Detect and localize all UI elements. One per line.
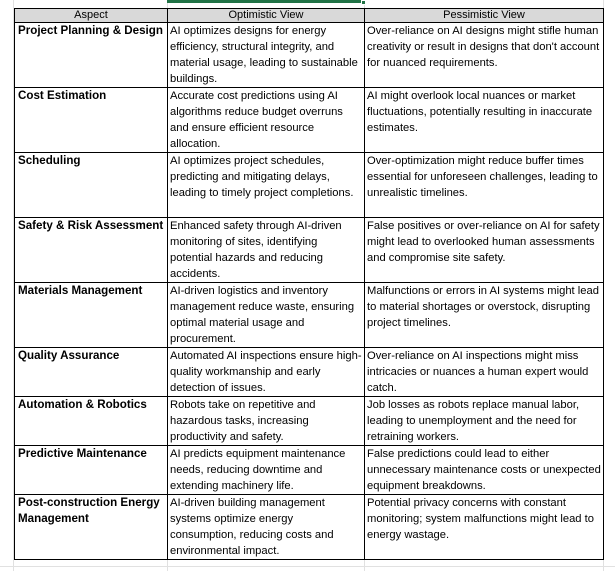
table-row	[15, 218, 604, 283]
aspect-cell[interactable]: Safety & Risk Assessment	[15, 218, 168, 283]
header-row	[15, 9, 604, 23]
pessimistic-cell[interactable]: Over-reliance on AI inspections might miss intricacies or nuances a human expert would catch.	[365, 348, 604, 397]
optimistic-cell[interactable]: AI predicts equipment maintenance needs, reducing downtime and extending machinery life.	[168, 446, 365, 495]
optimistic-cell[interactable]: AI-driven logistics and inventory management reduce waste, ensuring optimal material usage and procurement.	[168, 283, 365, 348]
header-aspect[interactable]: Aspect	[15, 9, 168, 23]
table-row	[15, 446, 604, 495]
optimistic-cell[interactable]: Robots take on repetitive and hazardous tasks, increasing productivity and safety.	[168, 397, 365, 446]
optimistic-cell[interactable]: Automated AI inspections ensure high-quality workmanship and early detection of issues.	[168, 348, 365, 397]
aspect-cell[interactable]: Post-construction Energy Management	[15, 495, 168, 560]
optimistic-cell[interactable]: Enhanced safety through AI-driven monitoring of sites, identifying potential hazards and reducing accidents.	[168, 218, 365, 283]
pessimistic-cell[interactable]: Over-reliance on AI designs might stifle human creativity or result in designs that don't account for nuanced requirements.	[365, 23, 604, 88]
optimistic-cell[interactable]: AI optimizes project schedules, predicting and mitigating delays, leading to timely project completions.	[168, 153, 365, 218]
gridline	[0, 566, 615, 567]
aspect-cell[interactable]: Project Planning & Design	[15, 23, 168, 88]
pessimistic-cell[interactable]: Malfunctions or errors in AI systems might lead to material shortages or overstock, disrupting project timelines.	[365, 283, 604, 348]
pessimistic-cell[interactable]: AI might overlook local nuances or market fluctuations, potentially resulting in inaccurate estimates.	[365, 88, 604, 153]
pessimistic-cell[interactable]: Potential privacy concerns with constant monitoring; system malfunctions might lead to energy wastage.	[365, 495, 604, 560]
table-row	[15, 495, 604, 560]
aspect-cell[interactable]: Quality Assurance	[15, 348, 168, 397]
table-row	[15, 348, 604, 397]
aspect-cell[interactable]: Cost Estimation	[15, 88, 168, 153]
fill-handle[interactable]	[361, 0, 366, 5]
pessimistic-cell[interactable]: Over-optimization might reduce buffer times essential for unforeseen challenges, leading to unrealistic timelines.	[365, 153, 604, 218]
table-row	[15, 397, 604, 446]
table-row	[15, 283, 604, 348]
aspect-cell[interactable]: Predictive Maintenance	[15, 446, 168, 495]
table-row	[15, 88, 604, 153]
header-pessimistic-view[interactable]: Pessimistic View	[365, 9, 604, 23]
aspect-cell[interactable]: Scheduling	[15, 153, 168, 218]
aspect-cell[interactable]: Materials Management	[15, 283, 168, 348]
table-row	[15, 23, 604, 88]
pessimistic-cell[interactable]: False positives or over-reliance on AI for safety might lead to overlooked human assessments and compromise site safety.	[365, 218, 604, 283]
comparison-table	[14, 8, 604, 560]
pessimistic-cell[interactable]: False predictions could lead to either unnecessary maintenance costs or unexpected equipment breakdowns.	[365, 446, 604, 495]
header-optimistic-view[interactable]: Optimistic View	[168, 9, 365, 23]
optimistic-cell[interactable]: Accurate cost predictions using AI algorithms reduce budget overruns and ensure efficient resource allocation.	[168, 88, 365, 153]
optimistic-cell[interactable]: AI-driven building management systems optimize energy consumption, reducing costs and environmental impact.	[168, 495, 365, 560]
table-row	[15, 153, 604, 218]
pessimistic-cell[interactable]: Job losses as robots replace manual labor, leading to unemployment and the need for retraining workers.	[365, 397, 604, 446]
cell-selection-border	[167, 0, 364, 3]
aspect-cell[interactable]: Automation & Robotics	[15, 397, 168, 446]
optimistic-cell[interactable]: AI optimizes designs for energy efficiency, structural integrity, and material usage, leading to sustainable buildings.	[168, 23, 365, 88]
